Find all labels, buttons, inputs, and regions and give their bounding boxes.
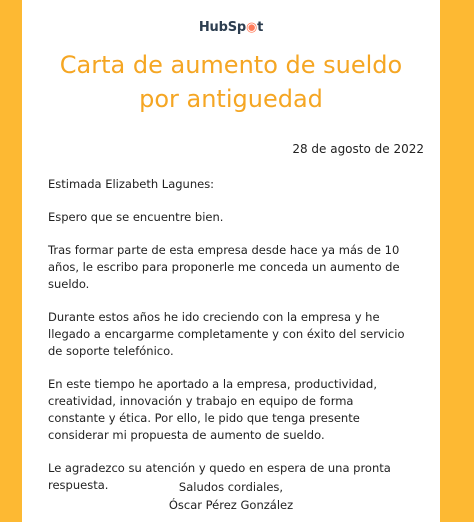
- paragraph-1: Espero que se encuentre bien.: [48, 210, 224, 224]
- title-line-1: Carta de aumento de sueldo: [59, 51, 403, 79]
- closing-salutation: Saludos cordiales,: [178, 480, 284, 494]
- letter-date: 28 de agosto de 2022: [292, 142, 424, 156]
- paragraph-5: Le agradezco su atención y quedo en espera de una pronta respuesta.: [48, 461, 391, 492]
- signature-name: Óscar Pérez González: [168, 498, 294, 512]
- logo-text-after: t: [257, 20, 264, 35]
- logo-text-before: HubSp: [198, 20, 246, 35]
- paragraph-4: En este tiempo he aportado a la empresa, productividad, creatividad, innovación y trabajo en equipo de forma constante y ética. Por ello, le pido que tenga presente considerar mi propuesta de aumento de sueldo.: [48, 377, 377, 442]
- title-line-2: por antiguedad: [139, 85, 323, 113]
- paragraph-2: Tras formar parte de esta empresa desde hace ya más de 10 años, le escribo para proponerle me conceda un aumento de sueldo.: [48, 243, 400, 291]
- greeting: Estimada Elizabeth Lagunes:: [48, 177, 215, 191]
- letter-page: [22, 0, 440, 522]
- paragraph-3: Durante estos años he ido creciendo con la empresa y he llegado a encargarme completamente y con éxito del servicio de soporte telefónico.: [48, 310, 405, 358]
- letter-closing: [22, 478, 440, 514]
- page-title: [22, 48, 440, 116]
- letter-body: [48, 176, 414, 510]
- sprocket-icon: ◉: [245, 20, 258, 35]
- hubspot-logo: [22, 20, 440, 35]
